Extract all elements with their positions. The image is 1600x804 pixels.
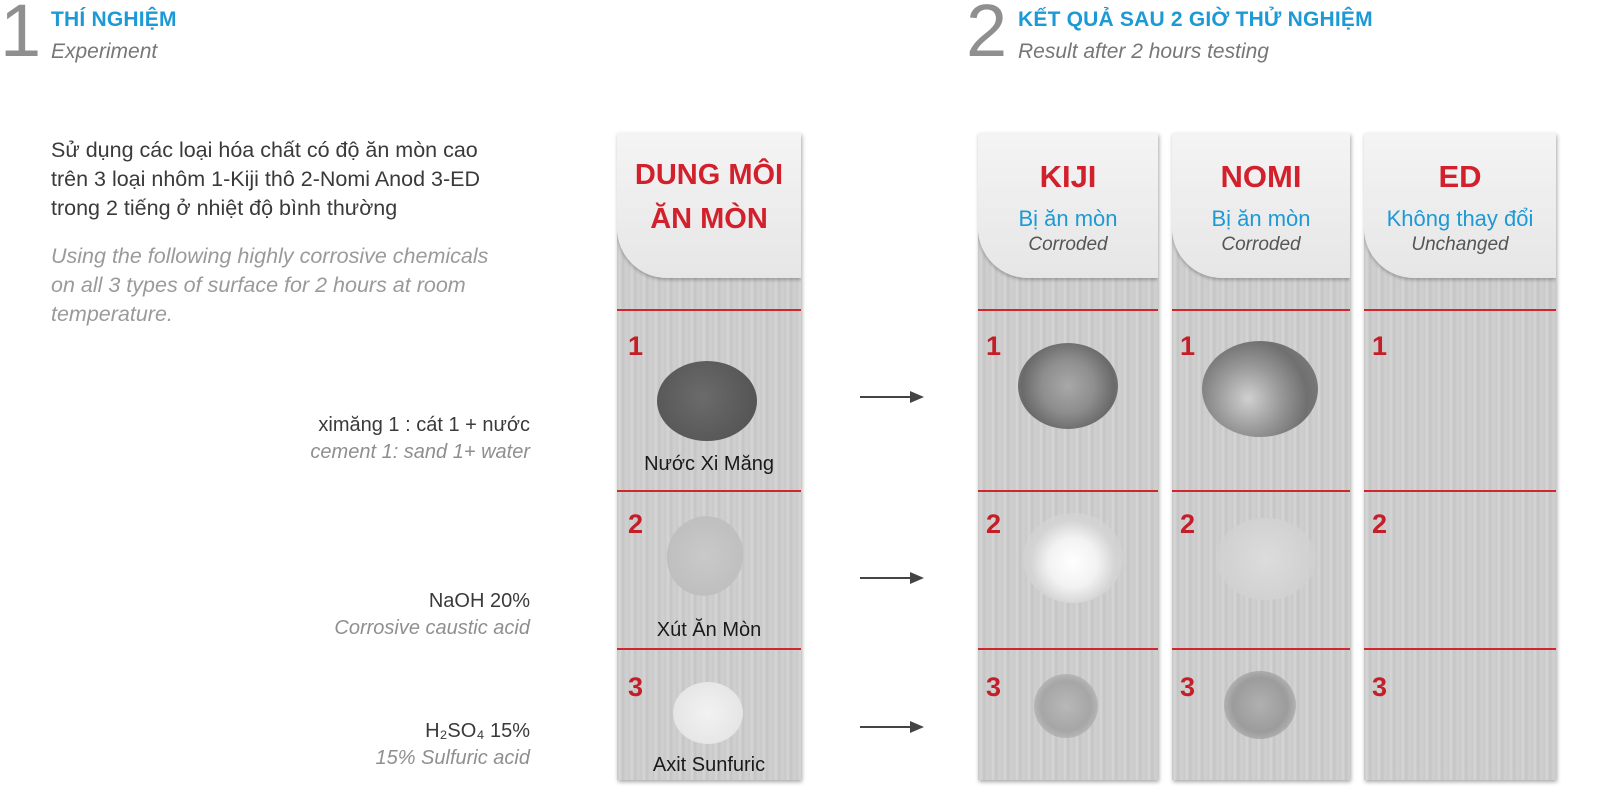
description-line: on all 3 types of surface for 2 hours at room xyxy=(51,273,466,297)
row-divider xyxy=(617,490,801,492)
section-1-number: 1 xyxy=(0,0,42,72)
description-vietnamese xyxy=(51,136,551,223)
result-panel-ed xyxy=(1364,133,1556,780)
row-number: 2 xyxy=(1180,509,1196,539)
row-divider xyxy=(617,309,801,311)
corrosion-spot xyxy=(1034,674,1098,738)
chemical-name: ximăng 1 : cát 1 + nước xyxy=(318,414,530,436)
section-2-title: KẾT QUẢ SAU 2 GIỜ THỬ NGHIỆM xyxy=(1018,8,1373,31)
chemical-name-english: 15% Sulfuric acid xyxy=(375,747,530,769)
description-line: temperature. xyxy=(51,302,173,326)
caustic-spot xyxy=(656,505,755,606)
cement-spot xyxy=(657,361,757,441)
row-divider xyxy=(978,490,1158,492)
row-number: 2 xyxy=(628,509,644,539)
chemical-1 xyxy=(130,412,530,466)
row-divider xyxy=(617,648,801,650)
chemical-2 xyxy=(130,588,530,642)
corrosion-spot xyxy=(1216,518,1316,600)
solvent-panel-title xyxy=(617,153,801,241)
result-status: Bị ăn mòn xyxy=(1211,206,1311,231)
row-divider xyxy=(1364,490,1556,492)
description-line: trong 2 tiếng ở nhiệt độ bình thường xyxy=(51,196,398,220)
solvent-label: Axit Sunfuric xyxy=(652,754,766,776)
result-status: Bị ăn mòn xyxy=(1018,206,1118,231)
row-divider xyxy=(1172,309,1350,311)
section-2-number: 2 xyxy=(966,0,1008,72)
chemical-name: H₂SO₄ 15% xyxy=(425,720,530,742)
result-panel-title: ED xyxy=(1438,159,1482,194)
chemical-name-english: Corrosive caustic acid xyxy=(334,617,530,639)
row-number: 1 xyxy=(1180,331,1196,361)
solvent-label: Nước Xi Măng xyxy=(644,453,774,475)
result-panel-nomi xyxy=(1172,133,1350,780)
arrow-right-icon xyxy=(860,571,924,585)
section-2-subtitle: Result after 2 hours testing xyxy=(1018,40,1269,63)
corrosion-spot xyxy=(1018,343,1118,429)
row-number: 2 xyxy=(1372,509,1388,539)
row-number: 1 xyxy=(1372,331,1388,361)
solvent-label: Xút Ăn Mòn xyxy=(656,619,762,641)
corrosion-spot xyxy=(1224,671,1296,739)
arrow-right-icon xyxy=(860,720,924,734)
row-divider xyxy=(1364,648,1556,650)
row-number: 1 xyxy=(628,331,644,361)
row-number: 3 xyxy=(628,672,644,702)
result-status-english: Unchanged xyxy=(1411,234,1509,255)
row-number: 3 xyxy=(986,672,1002,702)
row-divider xyxy=(1364,309,1556,311)
row-number: 3 xyxy=(1372,672,1388,702)
title-line: ĂN MÒN xyxy=(650,203,768,235)
row-divider xyxy=(1172,490,1350,492)
chemical-name: NaOH 20% xyxy=(428,590,530,612)
description-english xyxy=(51,242,551,329)
result-panel-title: NOMI xyxy=(1220,159,1302,194)
title-line: DUNG MÔI xyxy=(634,159,784,191)
solvent-panel xyxy=(617,133,801,780)
section-1-subtitle: Experiment xyxy=(51,40,158,63)
chemical-name-english: cement 1: sand 1+ water xyxy=(310,441,530,463)
arrow-right-icon xyxy=(860,390,924,404)
row-divider xyxy=(1172,648,1350,650)
chemical-3 xyxy=(130,718,530,772)
acid-spot xyxy=(673,682,743,744)
result-status-english: Corroded xyxy=(1221,234,1301,255)
result-panel-title: KIJI xyxy=(1039,159,1097,194)
description-line: Using the following highly corrosive chemicals xyxy=(51,244,489,268)
section-1-title: THÍ NGHIỆM xyxy=(51,8,177,31)
row-divider xyxy=(978,309,1158,311)
row-number: 1 xyxy=(986,331,1002,361)
result-status-english: Corroded xyxy=(1028,234,1108,255)
description-line: trên 3 loại nhôm 1-Kiji thô 2-Nomi Anod 3-ED xyxy=(51,167,481,191)
corrosion-spot xyxy=(1202,341,1318,437)
description-line: Sử dụng các loại hóa chất có độ ăn mòn cao xyxy=(51,138,478,162)
result-status: Không thay đổi xyxy=(1386,206,1534,231)
row-number: 2 xyxy=(986,509,1002,539)
result-panel-kiji xyxy=(978,133,1158,780)
corrosion-spot xyxy=(1023,513,1123,603)
row-number: 3 xyxy=(1180,672,1196,702)
row-divider xyxy=(978,648,1158,650)
